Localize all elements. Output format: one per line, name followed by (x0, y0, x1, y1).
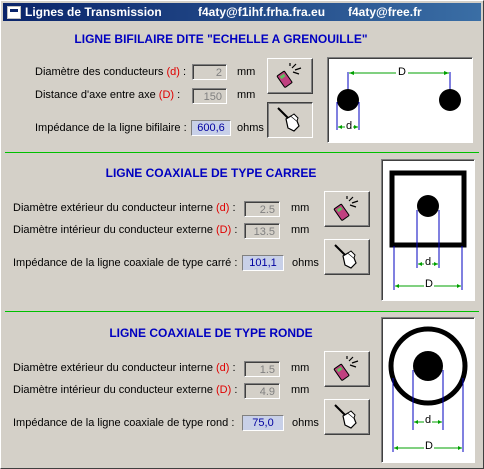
carree-imp-result: 101,1 (242, 255, 284, 271)
ronde-imp-unit: ohms (292, 417, 319, 429)
carree-int-unit: mm (291, 224, 310, 236)
title-email-2: f4aty@free.fr (348, 5, 422, 19)
carree-imp-unit: ohms (292, 257, 319, 269)
carree-calc-button[interactable] (324, 191, 370, 227)
ronde-int-unit: mm (291, 384, 310, 396)
bifilaire-imp-unit: ohms (237, 122, 264, 134)
carree-ext-unit: mm (291, 202, 310, 214)
bifilaire-imp-result: 600,6 (191, 120, 231, 136)
carree-d-label: d (425, 256, 432, 268)
calculator-sparkle-icon (332, 195, 362, 223)
title-bar[interactable] (3, 3, 481, 21)
carree-int-text: Diamètre intérieur du conducteur externe (13, 224, 213, 236)
bifilaire-d-label: d (346, 120, 353, 132)
bifilaire-diam-symbol: (d) (166, 66, 180, 78)
ronde-D-label: D (425, 440, 433, 452)
carree-int-symbol: (D) (216, 224, 232, 236)
bifilaire-diam-text: Diamètre des conducteurs (35, 66, 164, 78)
carree-ext-symbol: (d) (216, 202, 230, 214)
bifilaire-diagram (327, 57, 473, 143)
bifilaire-diam-input[interactable]: 2 (192, 64, 227, 80)
separator-1 (5, 152, 479, 153)
ronde-ext-unit: mm (291, 362, 310, 374)
ronde-int-label: Diamètre intérieur du conducteur externe (D) : (13, 384, 238, 396)
ronde-int-text: Diamètre intérieur du conducteur externe (13, 384, 213, 396)
bifilaire-dist-text: Distance d'axe entre axe (35, 89, 156, 101)
window-icon (7, 6, 21, 19)
bifilaire-calc-button[interactable] (267, 58, 313, 94)
separator-2 (5, 311, 479, 312)
bifilaire-pointer-button[interactable] (267, 102, 313, 138)
ronde-d-label: d (425, 414, 432, 426)
bifilaire-dist-input[interactable]: 150 (192, 88, 227, 104)
ronde-title: LIGNE COAXIALE DE TYPE RONDE (109, 326, 313, 340)
ronde-pointer-button[interactable] (324, 399, 370, 435)
carree-int-input[interactable]: 13.5 (244, 223, 280, 239)
hand-pointer-icon (275, 106, 305, 134)
bifilaire-D-label: D (398, 66, 406, 78)
bifilaire-diam-label: Diamètre des conducteurs (d) : (35, 66, 187, 78)
carree-int-label: Diamètre intérieur du conducteur externe (D) : (13, 224, 238, 236)
carree-diagram (381, 159, 475, 301)
ronde-calc-button[interactable] (324, 351, 370, 387)
ronde-int-input[interactable]: 4.9 (244, 383, 280, 399)
hand-pointer-icon (332, 243, 362, 271)
hand-pointer-icon (332, 403, 362, 431)
title-email-1: f4aty@f1ihf.frha.fra.eu (198, 5, 326, 19)
ronde-ext-label: Diamètre extérieur du conducteur interne (d) : (13, 362, 236, 374)
carree-imp-label: Impédance de la ligne coaxiale de type carré : (13, 257, 238, 269)
carree-ext-input[interactable]: 2.5 (244, 201, 280, 217)
ronde-ext-text: Diamètre extérieur du conducteur interne (13, 362, 213, 374)
calculator-sparkle-icon (332, 355, 362, 383)
bifilaire-dist-unit: mm (237, 89, 256, 101)
bifilaire-diam-unit: mm (237, 66, 256, 78)
bifilaire-dist-symbol: (D) (158, 89, 175, 101)
ronde-imp-result: 75,0 (242, 415, 284, 431)
bifilaire-dist-label: Distance d'axe entre axe (D) : (35, 89, 181, 101)
carree-title: LIGNE COAXIALE DE TYPE CARREE (105, 166, 317, 180)
ronde-imp-label: Impédance de la ligne coaxiale de type rond : (13, 417, 235, 429)
bifilaire-title: LIGNE BIFILAIRE DITE "ECHELLE A GRENOUILLE" (74, 32, 368, 46)
ronde-int-symbol: (D) (216, 384, 232, 396)
ronde-diagram (381, 317, 475, 463)
bifilaire-imp-label: Impédance de la ligne bifilaire : (35, 122, 187, 134)
carree-ext-text: Diamètre extérieur du conducteur interne (13, 202, 213, 214)
carree-pointer-button[interactable] (324, 239, 370, 275)
ronde-ext-symbol: (d) (216, 362, 230, 374)
ronde-ext-input[interactable]: 1.5 (244, 361, 280, 377)
carree-ext-label: Diamètre extérieur du conducteur interne (d) : (13, 202, 236, 214)
carree-D-label: D (425, 278, 433, 290)
window-title: Lignes de Transmission (25, 5, 162, 19)
calculator-sparkle-icon (275, 62, 305, 90)
